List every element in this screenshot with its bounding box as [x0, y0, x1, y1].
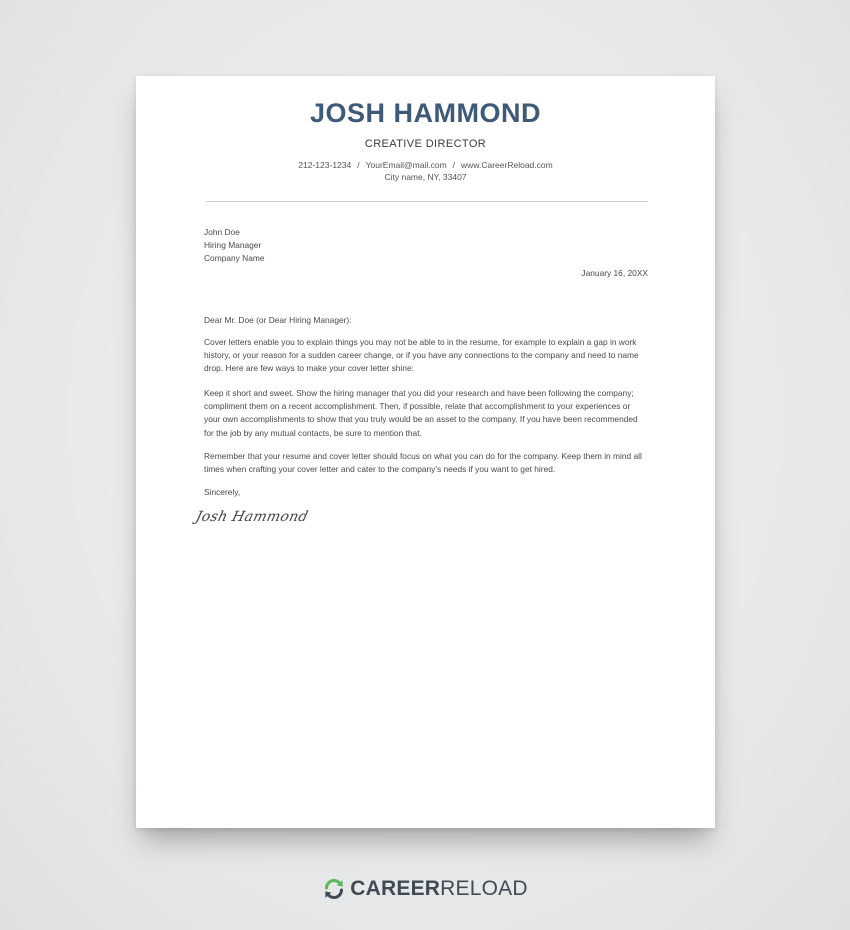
brand-reload: RELOAD — [440, 877, 528, 900]
closing: Sincerely, — [204, 487, 241, 497]
letter-paragraph-1: Cover letters enable you to explain things you may not be able to in the resume, for example to explain a gap in work history, or your reason for a sudden career change, or if you have any connections to the company and need to name drop. Here are few ways to make your cover letter shine: — [204, 337, 639, 374]
phone-number: 212-123-1234 — [298, 160, 352, 170]
recipient-role: Hiring Manager — [204, 240, 262, 251]
salutation: Dear Mr. Doe (or Dear Hiring Manager): — [204, 315, 352, 325]
email-address: YourEmail@mail.com — [365, 160, 447, 170]
city-address: City name, NY, 33407 — [384, 172, 467, 182]
letter-date: January 16, 20XX — [581, 268, 648, 278]
refresh-icon — [322, 877, 346, 901]
contact-line — [136, 159, 715, 171]
letter-paragraph-2: Keep it short and sweet. Show the hiring manager that you did your research and have been following the company; compliment them on a recent accomplishment. Then, if possible, relate that accomplishment to your experiences or your own accomplishments to show that you truly would be an asset to the company. If you have been recommended for the job by any mutual contacts, be sure to mention that. — [204, 388, 638, 438]
applicant-name: JOSH HAMMOND — [309, 98, 541, 128]
website-address: www.CareerReload.com — [461, 160, 553, 170]
contact-separator: / — [357, 160, 360, 170]
brand-wordmark — [350, 877, 527, 901]
recipient-name: John Doe — [204, 227, 240, 237]
signature: Josh Hammond — [194, 509, 310, 525]
recipient-block — [204, 226, 648, 266]
letter-page — [136, 76, 715, 828]
career-reload-logo — [0, 877, 850, 901]
letter-header — [136, 96, 715, 183]
applicant-title: CREATIVE DIRECTOR — [364, 138, 487, 150]
letter-paragraph-3: Remember that your resume and cover letter should focus on what you can do for the company. Keep them in mind all times when crafting your cover letter and cater to the company's needs if you want to get hired. — [204, 451, 642, 475]
contact-separator: / — [452, 160, 456, 170]
brand-career: CAREER — [350, 877, 441, 900]
recipient-company: Company Name — [204, 253, 265, 264]
header-divider — [206, 201, 648, 202]
